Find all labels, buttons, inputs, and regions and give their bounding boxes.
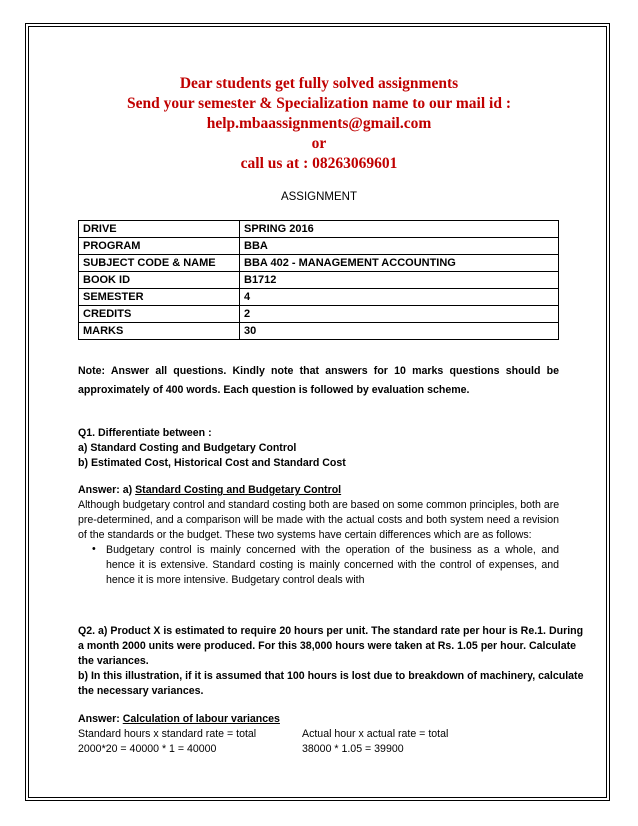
assignment-title: ASSIGNMENT — [280, 191, 358, 203]
assignment-meta-table — [78, 220, 559, 340]
table-row — [79, 323, 559, 340]
meta-value: 4 — [240, 289, 559, 306]
q1-title: Q1. Differentiate between : — [78, 427, 212, 439]
promo-line-1: Dear students get fully solved assignments — [179, 75, 459, 92]
meta-value: BBA 402 - MANAGEMENT ACCOUNTING — [240, 255, 559, 272]
meta-value: 2 — [240, 306, 559, 323]
meta-key: CREDITS — [79, 306, 240, 323]
q2-line-2: a month 2000 units were produced. For this 38,000 hours were taken at Rs. 1.05 per hour. Calculate — [78, 640, 577, 652]
meta-key: BOOK ID — [79, 272, 240, 289]
table-row — [79, 272, 559, 289]
meta-key: PROGRAM — [79, 238, 240, 255]
a1-heading: Standard Costing and Budgetary Control — [135, 484, 342, 496]
q1-part-b: b) Estimated Cost, Historical Cost and Standard Cost — [78, 457, 346, 469]
a1-prefix: Answer: a) — [78, 484, 136, 496]
a1-paragraph-line-3: of the standards or the budget. These two systems have certain differences which are as follows: — [78, 529, 532, 541]
promo-block — [0, 74, 638, 174]
a2-heading: Calculation of labour variances — [122, 713, 280, 725]
meta-key: SEMESTER — [79, 289, 240, 306]
meta-key: MARKS — [79, 323, 240, 340]
table-row — [79, 255, 559, 272]
table-row — [79, 238, 559, 255]
meta-key: SUBJECT CODE & NAME — [79, 255, 240, 272]
meta-value: BBA — [240, 238, 559, 255]
a2-col2-row2: 38000 * 1.05 = 39900 — [302, 743, 404, 755]
a1-bullet-line-1: Budgetary control is mainly concerned with the operation of the business as a whole, and — [106, 544, 559, 556]
q2-line-3: the variances. — [78, 655, 149, 667]
a2-col2-row1: Actual hour x actual rate = total — [302, 728, 449, 740]
a1-bullet-line-2: hence it is extensive. Standard costing is mainly concerned with the control of expenses, and — [106, 559, 559, 571]
promo-or: or — [311, 135, 327, 152]
q2-line-1: Q2. a) Product X is estimated to require 20 hours per unit. The standard rate per hour is Re.1. During — [78, 625, 584, 637]
q1-part-a: a) Standard Costing and Budgetary Control — [78, 442, 297, 454]
meta-key: DRIVE — [79, 221, 240, 238]
meta-value: SPRING 2016 — [240, 221, 559, 238]
a2-col1-row2: 2000*20 = 40000 * 1 = 40000 — [78, 743, 217, 755]
table-row — [79, 221, 559, 238]
promo-call: call us at : 08263069601 — [240, 155, 398, 172]
promo-line-2: Send your semester & Specialization name to our mail id : — [126, 95, 512, 112]
meta-value: 30 — [240, 323, 559, 340]
q2-line-5: the necessary variances. — [78, 685, 204, 697]
a1-paragraph-line-1: Although budgetary control and standard costing both are based on some common principles, both are — [78, 499, 560, 511]
meta-value: B1712 — [240, 272, 559, 289]
note-line-2: approximately of 400 words. Each question is followed by evaluation scheme. — [78, 384, 470, 396]
bullet-icon: • — [92, 543, 96, 555]
a2-col1-row1: Standard hours x standard rate = total — [78, 728, 257, 740]
note-line-1: Note: Answer all questions. Kindly note that answers for 10 marks questions should be — [78, 365, 559, 377]
table-row — [79, 289, 559, 306]
q2-line-4: b) In this illustration, if it is assumed that 100 hours is lost due to breakdown of machinery, calculate — [78, 670, 584, 682]
a2-prefix: Answer: — [78, 713, 123, 725]
a1-paragraph-line-2: pre-determined, and a comparison will be made with the actual costs and both system need a revision — [78, 514, 559, 526]
table-row — [79, 306, 559, 323]
promo-email: help.mbaassignments@gmail.com — [206, 115, 432, 132]
a1-heading-line — [78, 484, 341, 496]
a2-heading-line — [78, 713, 280, 725]
a1-bullet-line-3: hence it is more intensive. Budgetary control deals with — [106, 574, 365, 586]
